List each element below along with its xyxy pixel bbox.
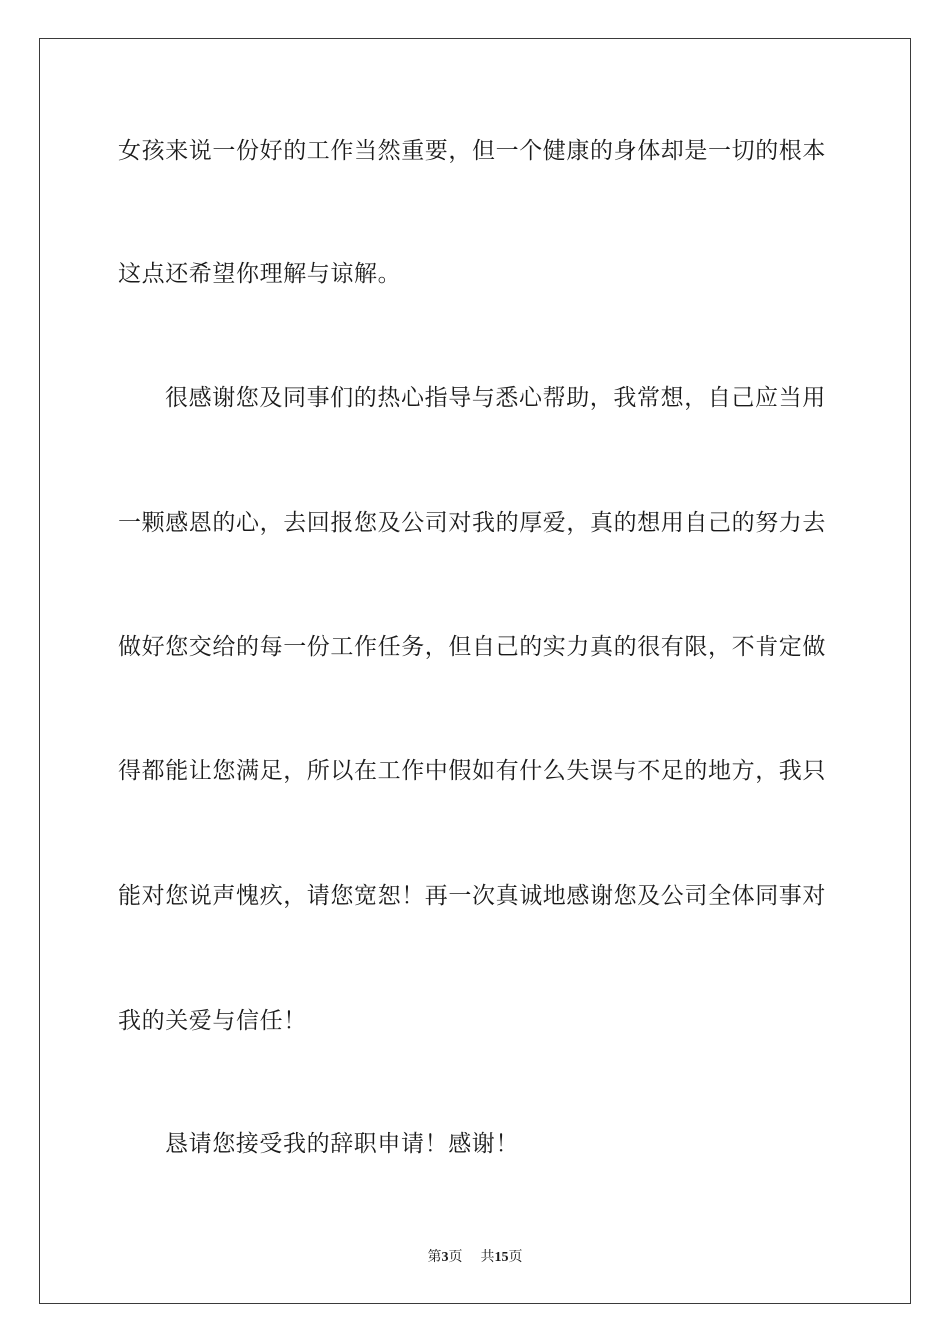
total-prefix: 共	[480, 1249, 495, 1265]
page-suffix: 页	[448, 1249, 463, 1265]
body-text-line-7: 能对您说声愧疚，请您宽恕！再一次真诚地感谢您及公司全体同事对	[118, 883, 826, 909]
body-text-line-1: 女孩来说一份好的工作当然重要，但一个健康的身体却是一切的根本	[118, 138, 826, 164]
total-suffix: 页	[508, 1249, 523, 1265]
body-text-line-2: 这点还希望你理解与谅解。	[118, 261, 402, 287]
body-text-line-4: 一颗感恩的心，去回报您及公司对我的厚爱，真的想用自己的努力去	[118, 510, 826, 536]
body-text-line-9: 恳请您接受我的辞职申请！感谢！	[165, 1131, 519, 1157]
page-border	[39, 38, 911, 1304]
body-text-line-6: 得都能让您满足，所以在工作中假如有什么失误与不足的地方，我只	[118, 758, 826, 784]
page-footer	[0, 1247, 950, 1268]
page-number: 3	[441, 1250, 449, 1265]
body-text-line-3: 很感谢您及同事们的热心指导与悉心帮助，我常想，自己应当用	[165, 385, 826, 411]
page-prefix: 第	[427, 1249, 442, 1265]
body-text-line-8: 我的关爱与信任！	[118, 1008, 307, 1034]
body-text-line-5: 做好您交给的每一份工作任务，但自己的实力真的很有限，不肯定做	[118, 634, 826, 660]
page-total: 15	[494, 1250, 509, 1265]
